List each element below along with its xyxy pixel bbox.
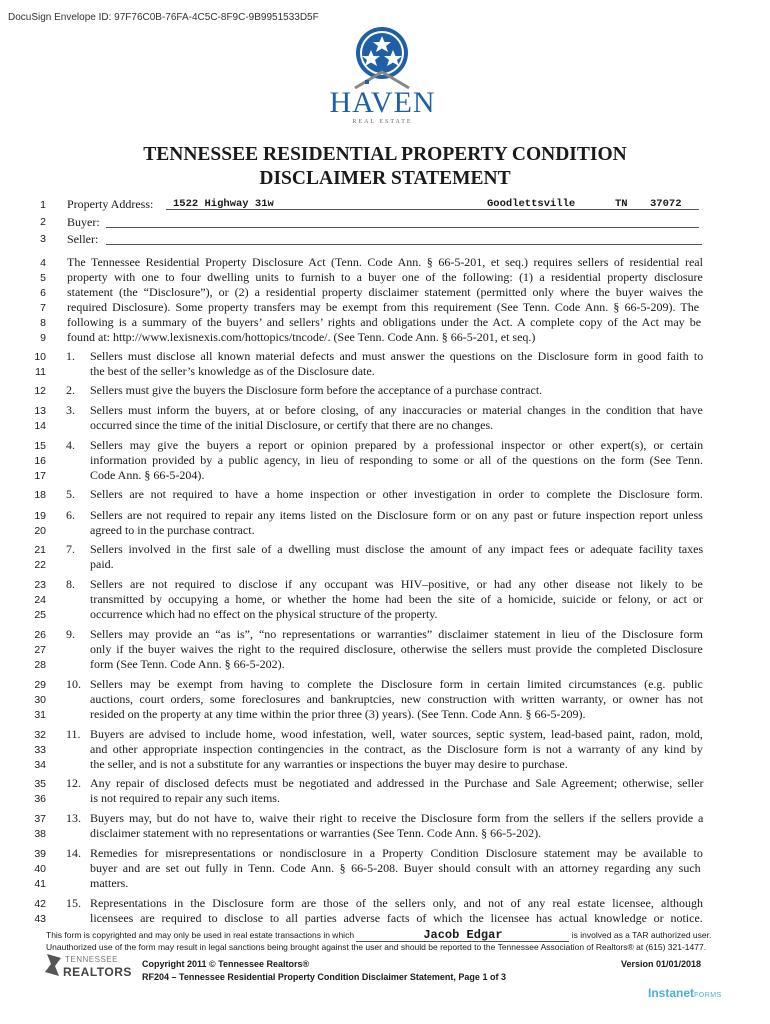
item-number: 13. [66,811,81,825]
line-number: 27 [34,644,46,656]
line-number: 13 [34,405,46,417]
item-line: Sellers are not required to disclose if any occupant was HIV–positive, or had any other disease not likely to be [90,577,703,591]
line-number: 11 [35,366,46,378]
line-number: 19 [34,510,46,522]
item-number: 7. [66,542,75,556]
property-city-value: Goodlettsville [487,198,576,210]
item-number: 10. [66,677,81,691]
item-line: Sellers may provide an “as is”, “no representations or warranties” disclaimer statement in lieu of the Disclosure form [90,627,703,641]
item-number: 9. [66,627,75,641]
item-line: resided on the property at any time within the prior three (3) years). (See Tenn. Code Ann. § 66-5-209). [90,707,586,721]
line-number: 31 [34,709,46,721]
item-number: 12. [66,776,81,790]
line-number: 37 [34,813,46,825]
line-number: 29 [34,679,46,691]
instanet-forms-logo [648,986,722,1000]
line-number: 10 [34,351,46,363]
realtors-top-text: TENNESSEE [65,955,118,964]
item-number: 11. [66,727,81,741]
copyright-notice-2: Unauthorized use of the form may result in legal sanctions being brought against the user and should be reported to the Tennessee Association of Realtors® at (615) 321-1477. [46,942,707,952]
line-number: 1 [40,199,46,211]
property-zip-value: 37072 [650,198,682,210]
realtors-mark-icon [43,952,63,980]
line-number: 28 [34,659,46,671]
logo-wordmark: HAVEN [329,86,436,119]
item-line: Any repair of disclosed defects must be negotiated and addressed in the Purchase and Sale Agreement; otherwise, seller [90,776,704,790]
property-state-value: TN [615,198,628,210]
item-line: licensees are required to disclose to all parties adverse facts of which the licensee has actual knowledge or notice. [90,911,703,925]
line-number: 34 [34,759,46,771]
item-line: Buyers may, but do not have to, waive their right to receive the Disclosure form from the sellers if the sellers provide a [90,811,704,825]
item-line: Sellers must give the buyers the Disclosure form before the acceptance of a purchase contract. [90,383,543,397]
item-number: 15. [66,896,81,910]
line-number: 20 [34,525,46,537]
line-number: 14 [34,420,46,432]
document-title-line1: TENNESSEE RESIDENTIAL PROPERTY CONDITION [143,144,627,165]
version-label: Version 01/01/2018 [621,959,702,969]
item-number: 6. [66,508,75,522]
line-number: 23 [34,579,46,591]
copyright-notice-1a: This form is copyrighted and may only be used in real estate transactions in which [46,930,355,940]
line-number: 8 [40,317,46,329]
item-line: form (See Tenn. Code Ann. § 66-5-202). [90,657,285,671]
intro-line: The Tennessee Residential Property Disclosure Act (Tenn. Code Ann. § 66-5-201, et seq.) requires sellers of residential real [67,255,703,269]
tennessee-realtors-logo [43,952,133,982]
intro-line: property with one to four dwelling units to furnish to a buyer one of the following: (1) a residential property disclosure [67,270,703,284]
line-number: 15 [34,440,46,452]
item-line: occurred since the time of the initial Disclosure, or certify that there are no changes. [90,418,494,432]
item-line: Sellers are not required to repair any items listed on the Disclosure form or on any past or future inspection report unless [90,508,703,522]
realtors-bottom-text: REALTORS [63,965,132,979]
line-number: 25 [34,609,46,621]
tristar-house-icon [315,26,450,90]
item-line: is not required to repair any such items. [90,791,280,805]
instanet-text: Instanet [648,986,695,1000]
property-street-value: 1522 Highway 31w [173,198,274,210]
item-line: the best of the seller’s knowledge as of the Disclosure date. [90,364,375,378]
line-number: 35 [34,778,46,790]
line-number: 32 [34,729,46,741]
item-number: 3. [66,403,75,417]
line-number: 22 [34,559,46,571]
item-line: Sellers must inform the buyers, at or before closing, of any inaccuracies or material changes in the condition that have [90,403,703,417]
line-number: 33 [34,744,46,756]
line-number: 3 [40,233,46,245]
item-line: the seller, and is not a substitute for any warranties or inspections the buyer may desire to purchase. [90,757,568,771]
intro-line: following is a summary of the buyers’ and sellers’ rights and obligations under the Act. A complete copy of the Act may be [67,315,702,329]
item-line: buyer and are set out fully in Tenn. Code Ann. § 66-5-208. Buyer should consult with an attorney regarding any such [90,861,701,875]
line-number: 24 [34,594,46,606]
line-number: 38 [34,828,46,840]
line-number: 26 [34,629,46,641]
seller-label: Seller: [67,232,99,246]
item-number: 4. [66,438,75,452]
item-line: only if the buyer waives the right to the required disclosure, otherwise the sellers must provide the completed Disclosure [90,642,703,656]
item-line: and other appropriate inspection contingencies in the contract, as the Disclosure form is not a warranty of any kind by [90,742,703,756]
item-line: occurrence which had no effect on the physical structure of the property. [90,607,438,621]
line-number: 21 [34,544,46,556]
item-line: Code Ann. § 66-5-204). [90,468,205,482]
item-number: 1. [66,349,75,363]
haven-logo [315,26,450,126]
intro-line: statement (the “Disclosure”), or (2) a residential property disclaimer statement (permitted only where the buyer waives the [67,285,704,299]
line-number: 17 [34,470,46,482]
line-number: 42 [34,898,46,910]
intro-line: found at: http://www.lexisnexis.com/hottopics/tncode/. (See Tenn. Code Ann. § 66-5-201, et seq.) [67,330,536,344]
line-number: 43 [34,913,46,925]
line-number: 2 [40,216,46,228]
item-line: Sellers must disclose all known material defects and must answer the questions on the Disclosure form in good faith to [90,349,704,363]
item-line: Sellers involved in the first sale of a dwelling must disclose the amount of any impact fees or adequate facility taxes [90,542,704,556]
line-number: 36 [34,793,46,805]
form-identifier: RF204 – Tennessee Residential Property Condition Disclaimer Statement, Page 1 of 3 [142,972,506,982]
item-line: Buyers are advised to include home, wood infestation, well, water sources, septic system, lead-based paint, radon, mold, [90,727,703,741]
copyright-line: Copyright 2011 © Tennessee Realtors® [142,959,310,969]
item-number: 5. [66,487,75,501]
line-number: 9 [40,332,46,344]
line-number: 16 [34,455,46,467]
line-number: 5 [40,272,46,284]
item-line: matters. [90,876,129,890]
line-number: 12 [34,385,46,397]
docusign-envelope-id: DocuSign Envelope ID: 97F76C0B-76FA-4C5C-8F9C-9B9951533D5F [8,12,319,23]
seller-field[interactable] [106,232,702,245]
item-line: agreed to in the purchase contract. [90,523,255,537]
line-number: 7 [40,302,46,314]
item-line: Sellers may give the buyers a report or opinion prepared by a professional inspector or other expert(s), or certain [90,438,704,452]
item-line: Sellers may be exempt from having to complete the Disclosure form in certain limited circumstances (e.g. public [90,677,703,691]
intro-line: required Disclosure). Some property transfers may be exempt from this requirement (See Tenn. Code Ann. § 66-5-209). The [67,300,700,314]
item-line: Representations in the Disclosure form are those of the sellers only, and not of any real estate licensee, although [90,896,704,910]
property-address-label: Property Address: [67,197,154,211]
item-number: 8. [66,577,75,591]
line-number: 4 [40,257,46,269]
item-line: paid. [90,557,114,571]
line-number: 30 [34,694,46,706]
line-number: 40 [34,863,46,875]
line-number: 18 [34,489,46,501]
item-line: Sellers are not required to have a home inspection or other investigation in order to complete the Disclosure form. [90,487,703,501]
licensee-name: Jacob Edgar [423,928,503,942]
item-line: auctions, court orders, some foreclosures and bankruptcies, new construction with written warranty, or owner has not [90,692,704,706]
instanet-forms-text: FORMS [694,992,722,999]
line-number: 39 [34,848,46,860]
buyer-label: Buyer: [67,215,100,229]
line-number: 41 [34,878,46,890]
item-number: 14. [66,846,81,860]
item-line: disclaimer statement with no representations or warranties (See Tenn. Code Ann. § 66-5-202). [90,826,542,840]
buyer-field[interactable] [106,215,699,228]
item-line: transmitted by occupying a home, or whether the home had been the site of a homicide, suicide or felony, or act or [90,592,704,606]
line-number: 6 [40,287,46,299]
item-line: information provided by a public agency, in lieu of responding to some or all of the questions on the form (See Tenn. [90,453,704,467]
item-number: 2. [66,383,75,397]
document-title-line2: DISCLAIMER STATEMENT [259,168,511,189]
item-line: Remedies for misrepresentations or nondisclosure in a Property Condition Disclosure statement may be available to [90,846,703,860]
copyright-notice-1b: is involved as a TAR authorized user. [571,930,712,940]
logo-subtitle: REAL ESTATE [352,119,413,125]
